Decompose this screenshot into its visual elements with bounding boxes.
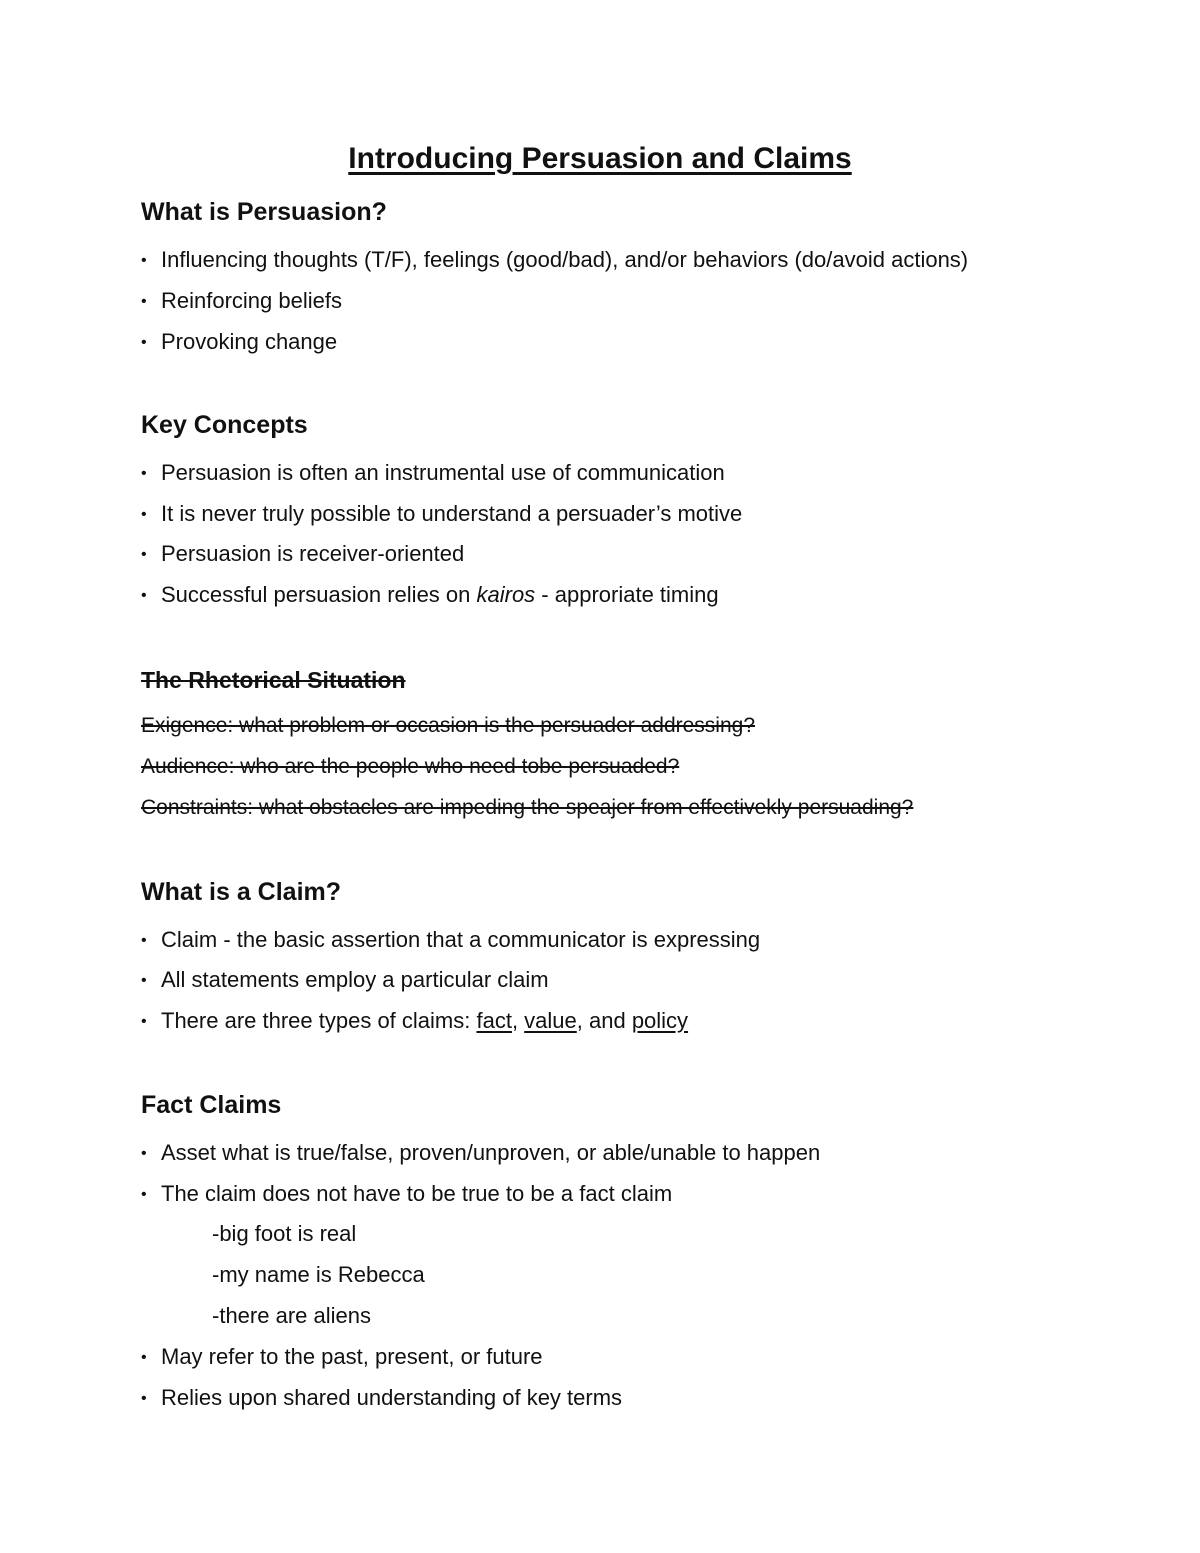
list-item-kairos: • Successful persuasion relies on kairos - approriate timing: [141, 581, 719, 610]
example-line: -big foot is real: [212, 1221, 357, 1246]
list-item: • It is never truly possible to understand a persuader’s motive: [141, 500, 742, 529]
bullet-icon: •: [141, 293, 147, 310]
list-item: • The claim does not have to be true to be a fact claim: [141, 1180, 672, 1209]
bullet-icon: •: [141, 546, 147, 563]
bullet-icon: •: [141, 932, 147, 949]
rhetorical-line-audience: Audience: who are the people who need tobe persuaded?: [141, 755, 680, 778]
list-item: • Persuasion is often an instrumental use of communication: [141, 459, 725, 488]
list-item: • All statements employ a particular claim: [141, 966, 549, 995]
bullet-icon: •: [141, 972, 147, 989]
bullet-icon: •: [141, 1349, 147, 1366]
document-title: Introducing Persuasion and Claims: [348, 142, 852, 175]
bullet-icon: •: [141, 252, 147, 269]
bullet-icon: •: [141, 587, 147, 604]
bullet-icon: •: [141, 1390, 147, 1407]
list-item-claim-types: • There are three types of claims: fact, value, and policy: [141, 1007, 688, 1036]
list-item: • Provoking change: [141, 328, 337, 357]
kairos-term: kairos: [476, 582, 536, 607]
list-item: • Claim - the basic assertion that a communicator is expressing: [141, 926, 760, 955]
bullet-icon: •: [141, 465, 147, 482]
bullet-icon: •: [141, 506, 147, 523]
bullet-icon: •: [141, 334, 147, 351]
heading-rhetorical-situation: The Rhetorical Situation: [141, 667, 406, 693]
rhetorical-line-exigence: Exigence: what problem or occasion is the persuader addressing?: [141, 714, 756, 737]
heading-what-is-a-claim: What is a Claim?: [141, 878, 342, 906]
list-item: • May refer to the past, present, or future: [141, 1343, 543, 1372]
bullet-icon: •: [141, 1013, 147, 1030]
list-item: • Persuasion is receiver-oriented: [141, 540, 464, 569]
term-fact: fact: [476, 1008, 512, 1033]
list-item: • Influencing thoughts (T/F), feelings (good/bad), and/or behaviors (do/avoid actions): [141, 246, 968, 275]
list-item: • Reinforcing beliefs: [141, 287, 342, 316]
list-item: • Asset what is true/false, proven/unproven, or able/unable to happen: [141, 1139, 820, 1168]
example-line: -my name is Rebecca: [212, 1262, 425, 1287]
example-line: -there are aliens: [212, 1303, 371, 1328]
rhetorical-line-constraints: Constraints: what obstacles are impeding the speajer from effectivekly persuading?: [141, 796, 914, 819]
bullet-icon: •: [141, 1145, 147, 1162]
term-policy: policy: [631, 1008, 689, 1033]
term-value: value: [524, 1008, 577, 1033]
heading-key-concepts: Key Concepts: [141, 411, 308, 439]
heading-fact-claims: Fact Claims: [141, 1091, 282, 1119]
bullet-icon: •: [141, 1186, 147, 1203]
heading-what-is-persuasion: What is Persuasion?: [141, 198, 387, 226]
list-item: • Relies upon shared understanding of key terms: [141, 1384, 622, 1413]
